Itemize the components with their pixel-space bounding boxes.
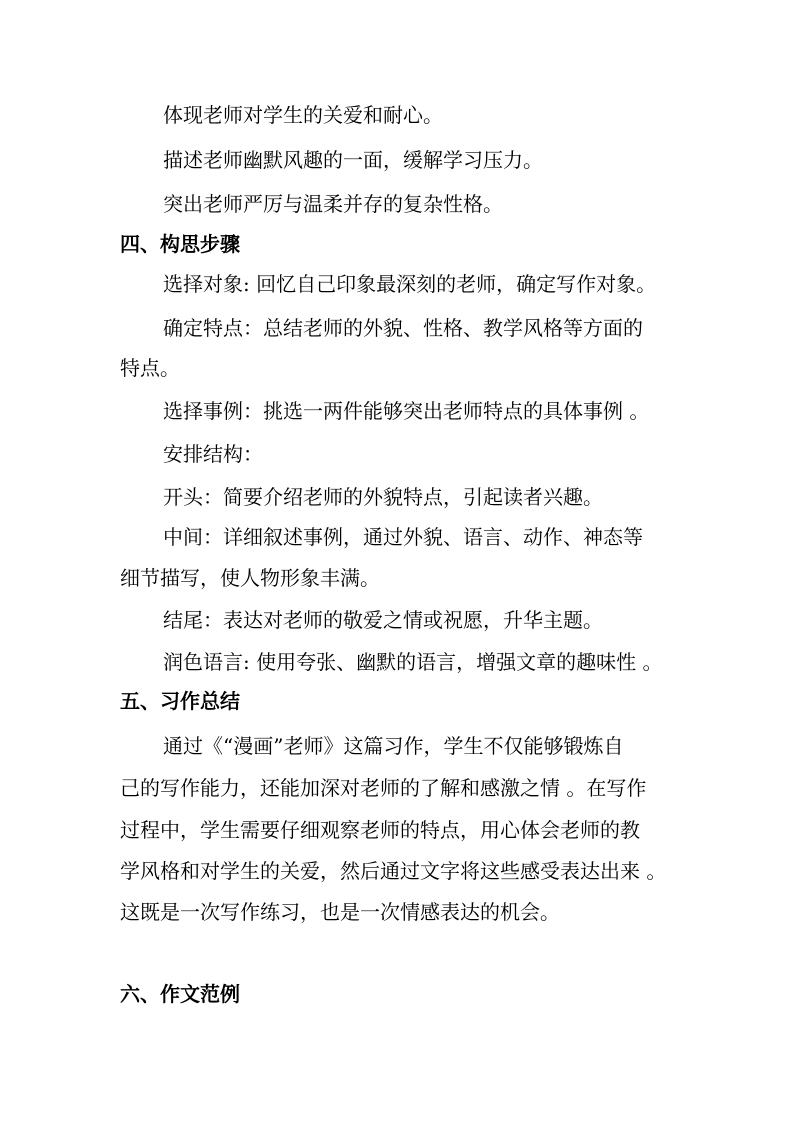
body-text-line: 特点。 [120,356,180,380]
body-text-line: 开头：简要介绍老师的外貌特点，引起读者兴趣。 [163,485,603,509]
body-text-line: 通过《“漫画”老师》这篇习作，学生不仅能够锻炼自 [163,734,624,758]
body-text-line: 安排结构： [163,442,263,466]
body-text-line: 选择对象: 回忆自己印象最深刻的老师，确定写作对象。 [163,272,657,296]
body-text-line: 突出老师严厉与温柔并存的复杂性格。 [163,192,503,216]
body-text-line: 描述老师幽默风趣的一面，缓解学习压力。 [163,148,543,172]
section-heading-five: 五、习作总结 [120,689,240,713]
body-text-line: 结尾：表达对老师的敬爱之情或祝愿，升华主题。 [163,608,603,632]
body-text-line: 中间：详细叙述事例，通过外貌、语言、动作、神态等 [163,525,643,549]
body-text-line: 过程中，学生需要仔细观察老师的特点，用心体会老师的教 [120,818,640,842]
body-text-line: 润色语言: 使用夸张、幽默的语言，增强文章的趣味性 。 [163,650,663,674]
body-text-line: 细节描写，使人物形象丰满。 [120,566,380,590]
body-text-line: 确定特点：总结老师的外貌、性格、教学风格等方面的 [163,316,643,340]
body-text-line: 这既是一次写作练习，也是一次情感表达的机会。 [120,900,560,924]
body-text-line: 体现老师对学生的关爱和耐心。 [163,103,443,127]
section-heading-six: 六、作文范例 [120,982,240,1006]
body-text-line: 己的写作能力，还能加深对老师的了解和感激之情 。在写作 [120,776,647,800]
body-text-line: 学风格和对学生的关爱，然后通过文字将这些感受表达出来 。 [120,859,667,883]
section-heading-four: 四、构思步骤 [120,232,240,256]
body-text-line: 选择事例：挑选一两件能够突出老师特点的具体事例 。 [163,399,650,423]
